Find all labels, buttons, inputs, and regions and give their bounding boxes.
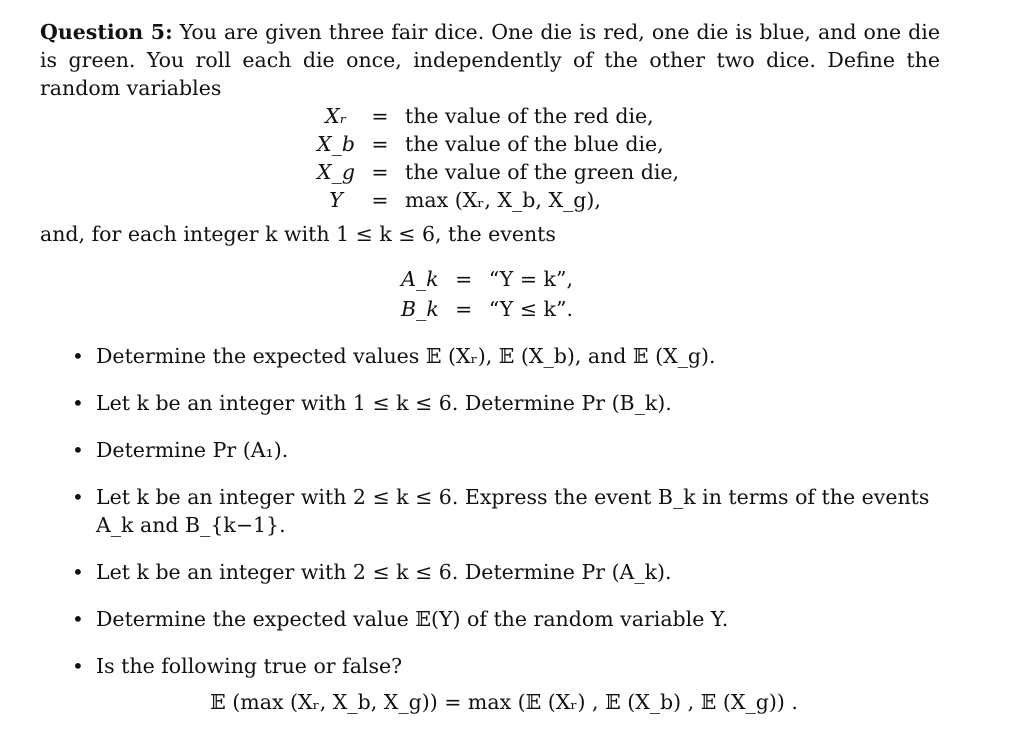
definition-lhs: X_g xyxy=(317,160,355,184)
bullet-icon: • xyxy=(72,654,84,678)
events-intro: and, for each integer k with 1 ≤ k ≤ 6, the events xyxy=(40,222,556,246)
list-item xyxy=(40,342,940,370)
bullet-icon: • xyxy=(72,438,84,462)
definition-row xyxy=(317,102,679,130)
question-intro-text: You are given three fair dice. One die is red, one die is blue, and one die is green. You roll each die once, independently of the other two dice. Define the random variables xyxy=(40,20,940,100)
event-rhs: “Y ≤ k”. xyxy=(488,297,573,321)
list-item xyxy=(40,652,940,680)
bullet-icon: • xyxy=(72,344,84,368)
event-equals: = xyxy=(455,267,473,291)
definition-lhs: X_b xyxy=(317,132,355,156)
bullet-icon: • xyxy=(72,560,84,584)
list-item xyxy=(40,558,940,586)
definition-lhs: Xᵣ xyxy=(325,104,347,128)
definition-equals: = xyxy=(371,104,389,128)
definition-row xyxy=(317,130,679,158)
event-row xyxy=(401,294,573,324)
event-rhs: “Y = k”, xyxy=(488,267,573,291)
list-item-text: Determine Pr (A₁). xyxy=(96,438,289,462)
list-item-text: Is the following true or false? xyxy=(96,654,403,678)
definition-equals: = xyxy=(371,188,389,212)
definition-rhs: max (Xᵣ, X_b, X_g), xyxy=(404,188,601,212)
event-row xyxy=(401,264,573,294)
definition-equals: = xyxy=(371,160,389,184)
list-item-text: Let k be an integer with 1 ≤ k ≤ 6. Determine Pr (B_k). xyxy=(96,391,672,415)
event-lhs: B_k xyxy=(401,297,439,321)
bullet-icon: • xyxy=(72,607,84,631)
question-intro xyxy=(40,18,940,102)
list-item xyxy=(40,436,940,464)
bullet-icon: • xyxy=(72,391,84,415)
list-item xyxy=(40,389,940,417)
definition-row xyxy=(317,158,679,186)
list-item-text: Determine the expected values 𝔼 (Xᵣ), 𝔼 (X_b), and 𝔼 (X_g). xyxy=(96,344,716,368)
definition-equals: = xyxy=(371,132,389,156)
variable-definitions xyxy=(317,102,679,214)
list-item-text: Let k be an integer with 2 ≤ k ≤ 6. Determine Pr (A_k). xyxy=(96,560,672,584)
task-list xyxy=(40,342,940,680)
list-item xyxy=(40,605,940,633)
event-lhs: A_k xyxy=(401,267,439,291)
definition-rhs: the value of the green die, xyxy=(404,160,680,184)
final-equation-text: 𝔼 (max (Xᵣ, X_b, X_g)) = max (𝔼 (Xᵣ) , 𝔼 (X_b) , 𝔼 (X_g)) . xyxy=(210,690,798,714)
event-definitions xyxy=(401,264,573,324)
bullet-icon: • xyxy=(72,485,84,509)
question-label: Question 5: xyxy=(40,20,173,44)
list-item xyxy=(40,483,940,539)
list-item-text: Let k be an integer with 2 ≤ k ≤ 6. Express the event B_k in terms of the events A_k and B_{k−1}. xyxy=(96,485,930,537)
definition-rhs: the value of the red die, xyxy=(404,104,654,128)
definition-rhs: the value of the blue die, xyxy=(404,132,664,156)
definition-row xyxy=(317,186,679,214)
final-equation xyxy=(0,690,900,714)
question-document xyxy=(40,18,940,699)
definition-lhs: Y xyxy=(329,188,343,212)
list-item-text: Determine the expected value 𝔼(Y) of the random variable Y. xyxy=(96,607,729,631)
event-equals: = xyxy=(455,297,473,321)
